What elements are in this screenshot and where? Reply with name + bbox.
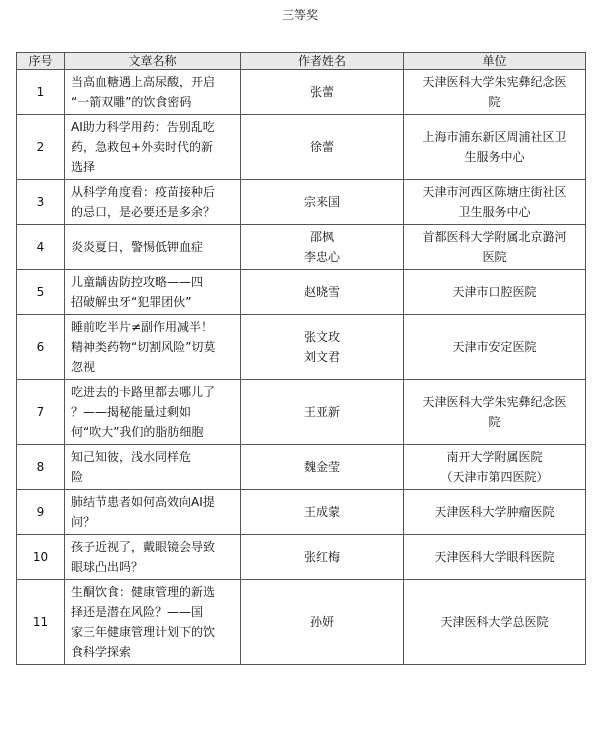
article-title-line: 药，急救包+外卖时代的新 bbox=[71, 140, 214, 154]
article-title bbox=[65, 70, 241, 115]
article-title-line: 眼球凸出吗？ bbox=[71, 560, 144, 574]
article-title-line: 生酮饮食：健康管理的新选 bbox=[71, 585, 216, 599]
article-title-line: 招破解虫牙“犯罪团伙” bbox=[71, 295, 192, 309]
article-title-line: 当高血糖遇上高尿酸，开启 bbox=[71, 75, 216, 89]
article-title-line: 何“吹大”我们的脂肪细胞 bbox=[71, 425, 204, 439]
article-title-line: “一箭双雕”的饮食密码 bbox=[71, 95, 192, 109]
article-title bbox=[65, 270, 241, 315]
table-row bbox=[17, 580, 586, 665]
table-row bbox=[17, 70, 586, 115]
author-name-line: 宗来国 bbox=[303, 195, 340, 209]
article-title-line: 精神类药物“切割风险”切莫 bbox=[71, 340, 216, 354]
article-title-line: AI助力科学用药：告别乱吃 bbox=[71, 120, 215, 134]
organization-line: 天津医科大学眼科医院 bbox=[434, 550, 555, 564]
organization bbox=[404, 115, 586, 180]
table-row bbox=[17, 490, 586, 535]
organization bbox=[404, 445, 586, 490]
organization bbox=[404, 490, 586, 535]
row-number: 7 bbox=[17, 380, 65, 445]
author-name-line: 徐蕾 bbox=[309, 140, 334, 154]
organization-line: 卫生服务中心 bbox=[458, 205, 531, 219]
table-row bbox=[17, 380, 586, 445]
organization bbox=[404, 180, 586, 225]
table-row bbox=[17, 535, 586, 580]
author-name-line: 魏金莹 bbox=[303, 460, 340, 474]
author-name bbox=[241, 315, 404, 380]
article-title-line: 家三年健康管理计划下的饮 bbox=[71, 625, 216, 639]
organization-line: 上海市浦东新区周浦社区卫 bbox=[422, 130, 567, 144]
author-name-line: 张红梅 bbox=[303, 550, 340, 564]
author-name-line: 赵晓雪 bbox=[303, 285, 340, 299]
organization bbox=[404, 315, 586, 380]
author-name-line: 张蕾 bbox=[309, 85, 334, 99]
organization-line: 首都医科大学附属北京潞河 bbox=[422, 230, 567, 244]
header-row bbox=[17, 53, 586, 70]
author-name bbox=[241, 70, 404, 115]
row-number: 2 bbox=[17, 115, 65, 180]
article-title bbox=[65, 315, 241, 380]
organization-line: 天津市河西区陈塘庄街社区 bbox=[422, 185, 567, 199]
organization-line: 南开大学附属医院 bbox=[446, 450, 543, 464]
table-row bbox=[17, 315, 586, 380]
organization bbox=[404, 225, 586, 270]
author-name bbox=[241, 380, 404, 445]
table-row bbox=[17, 225, 586, 270]
page-title: 三等奖 bbox=[281, 8, 318, 22]
author-name bbox=[241, 490, 404, 535]
author-name-line: 李忠心 bbox=[303, 250, 340, 264]
table-row bbox=[17, 115, 586, 180]
article-title bbox=[65, 115, 241, 180]
article-title-line: 问？ bbox=[71, 515, 96, 529]
organization-line: 医院 bbox=[482, 250, 507, 264]
table-row bbox=[17, 445, 586, 490]
row-number: 4 bbox=[17, 225, 65, 270]
article-title-line: 从科学角度看：疫苗接种后 bbox=[71, 185, 216, 199]
author-name bbox=[241, 225, 404, 270]
author-name-line: 孙妍 bbox=[309, 615, 334, 629]
article-title bbox=[65, 180, 241, 225]
article-title bbox=[65, 580, 241, 665]
organization-line: 天津医科大学总医院 bbox=[440, 615, 549, 629]
article-title bbox=[65, 490, 241, 535]
article-title bbox=[65, 445, 241, 490]
organization-line: 天津医科大学朱宪彝纪念医 bbox=[422, 75, 567, 89]
article-title-line: 的忌口，是必要还是多余？ bbox=[71, 205, 216, 219]
article-title bbox=[65, 535, 241, 580]
organization-line: （天津市第四医院） bbox=[440, 470, 549, 484]
article-title-line: 炎炎夏日，警惕低钾血症 bbox=[71, 240, 204, 254]
organization-line: 院 bbox=[488, 95, 501, 109]
header-author-name: 作者姓名 bbox=[241, 53, 404, 70]
table-row bbox=[17, 270, 586, 315]
table-row bbox=[17, 180, 586, 225]
row-number: 11 bbox=[17, 580, 65, 665]
organization-line: 天津医科大学肿瘤医院 bbox=[434, 505, 555, 519]
article-title-line: 肺结节患者如何高效向AI提 bbox=[71, 495, 215, 509]
article-title-line: 睡前吃半片≠副作用减半！ bbox=[71, 320, 214, 334]
article-title-line: 吃进去的卡路里都去哪儿了 bbox=[71, 385, 216, 399]
article-title-line: 选择 bbox=[71, 160, 96, 174]
header-number: 序号 bbox=[17, 53, 65, 70]
row-number: 1 bbox=[17, 70, 65, 115]
author-name-line: 张文玫 bbox=[303, 330, 340, 344]
organization bbox=[404, 535, 586, 580]
author-name bbox=[241, 535, 404, 580]
article-title bbox=[65, 225, 241, 270]
organization-line: 生服务中心 bbox=[464, 150, 525, 164]
article-title-line: 儿童龋齿防控攻略——四 bbox=[71, 275, 204, 289]
header-organization: 单位 bbox=[404, 53, 586, 70]
row-number: 3 bbox=[17, 180, 65, 225]
organization bbox=[404, 380, 586, 445]
organization-line: 院 bbox=[488, 415, 501, 429]
author-name-line: 刘文君 bbox=[303, 350, 340, 364]
row-number: 10 bbox=[17, 535, 65, 580]
author-name-line: 王亚新 bbox=[303, 405, 340, 419]
organization-line: 天津市口腔医院 bbox=[452, 285, 537, 299]
author-name bbox=[241, 180, 404, 225]
row-number: 9 bbox=[17, 490, 65, 535]
row-number: 5 bbox=[17, 270, 65, 315]
row-number: 8 bbox=[17, 445, 65, 490]
article-title-line: 择还是潜在风险？——国 bbox=[71, 605, 204, 619]
article-title-line: 知己知彼，浅水同样危 bbox=[71, 450, 192, 464]
organization bbox=[404, 580, 586, 665]
row-number: 6 bbox=[17, 315, 65, 380]
organization-line: 天津医科大学朱宪彝纪念医 bbox=[422, 395, 567, 409]
author-name bbox=[241, 580, 404, 665]
organization bbox=[404, 270, 586, 315]
author-name-line: 邵枫 bbox=[309, 230, 334, 244]
organization-line: 天津市安定医院 bbox=[452, 340, 537, 354]
article-title-line: ？——揭秘能量过剩如 bbox=[71, 405, 192, 419]
organization bbox=[404, 70, 586, 115]
article-title-line: 险 bbox=[71, 470, 84, 484]
article-title-line: 食科学探索 bbox=[71, 645, 132, 659]
article-title-line: 忽视 bbox=[71, 360, 96, 374]
article-title bbox=[65, 380, 241, 445]
author-name bbox=[241, 445, 404, 490]
author-name bbox=[241, 115, 404, 180]
article-title-line: 孩子近视了，戴眼镜会导致 bbox=[71, 540, 216, 554]
awards-table bbox=[16, 52, 586, 665]
author-name-line: 王成蒙 bbox=[303, 505, 340, 519]
header-article-title: 文章名称 bbox=[65, 53, 241, 70]
author-name bbox=[241, 270, 404, 315]
